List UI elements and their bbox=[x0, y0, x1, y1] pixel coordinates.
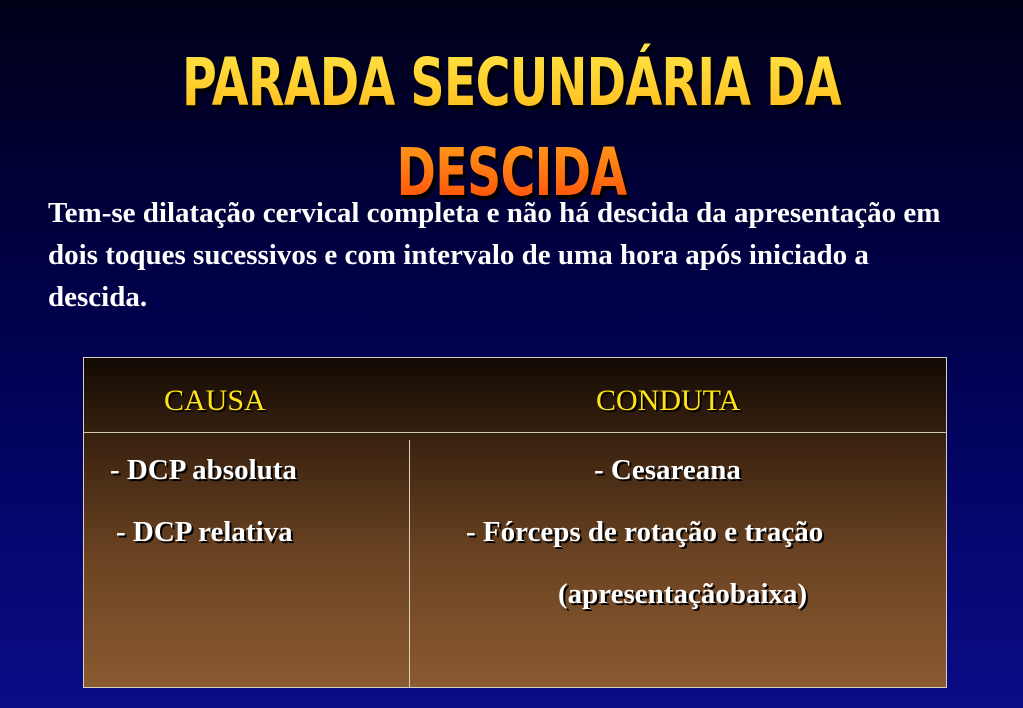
table-header-row bbox=[84, 358, 946, 433]
header-conduta: CONDUTA bbox=[596, 384, 741, 417]
conduta-item: - Cesareana bbox=[594, 454, 741, 486]
header-causa: CAUSA bbox=[164, 384, 266, 417]
causa-item: - DCP absoluta bbox=[110, 454, 297, 486]
slide-title: PARADA SECUNDÁRIA DA DESCIDA bbox=[143, 38, 880, 218]
causa-conduta-table bbox=[83, 357, 947, 688]
intro-paragraph: Tem-se dilatação cervical completa e não há descida da apresentação em dois toques sucessivos e com intervalo de uma hora após iniciado a descida. bbox=[48, 197, 941, 313]
causa-item: - DCP relativa bbox=[116, 516, 293, 548]
column-divider bbox=[409, 440, 410, 688]
conduta-item-note: (apresentaçãobaixa) bbox=[558, 578, 808, 610]
conduta-item: - Fórceps de rotação e tração bbox=[466, 516, 824, 548]
